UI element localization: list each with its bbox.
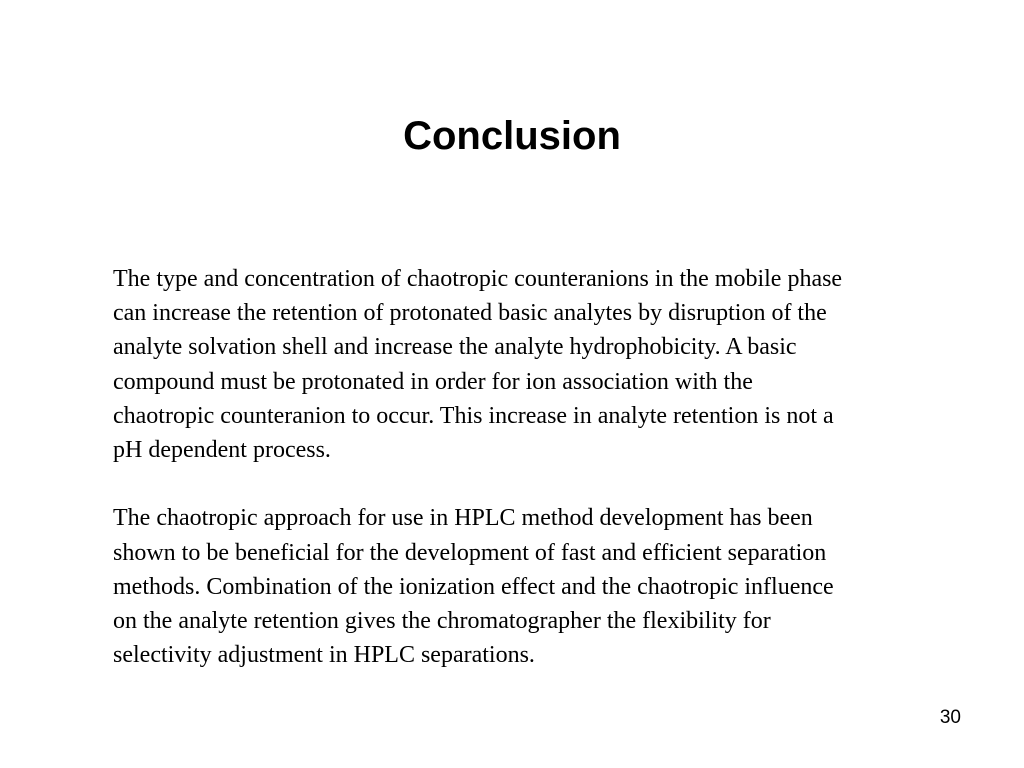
text-line: analyte solvation shell and increase the analyte hydrophobicity. A basic [113,334,797,361]
text-line: chaotropic counteranion to occur. This increase in analyte retention is not a [113,402,834,429]
slide-body [113,262,993,672]
page-number: 30 [939,707,961,728]
text-line: The chaotropic approach for use in HPLC method development has been [113,505,813,532]
text-line: on the analyte retention gives the chromatographer the flexibility for [113,608,771,635]
text-line: selectivity adjustment in HPLC separations. [113,642,535,669]
text-line: pH dependent process. [113,437,331,464]
text-line: shown to be beneficial for the development of fast and efficient separation [113,539,827,566]
text-line: methods. Combination of the ionization effect and the chaotropic influence [113,573,834,600]
text-line: compound must be protonated in order for ion association with the [113,368,753,395]
text-line: can increase the retention of protonated basic analytes by disruption of the [113,300,827,327]
slide-title: Conclusion [403,114,621,158]
paragraph-retention-mechanism [113,262,993,467]
text-line: The type and concentration of chaotropic counteranions in the mobile phase [113,266,843,292]
paragraph-hplc-method [113,501,993,672]
